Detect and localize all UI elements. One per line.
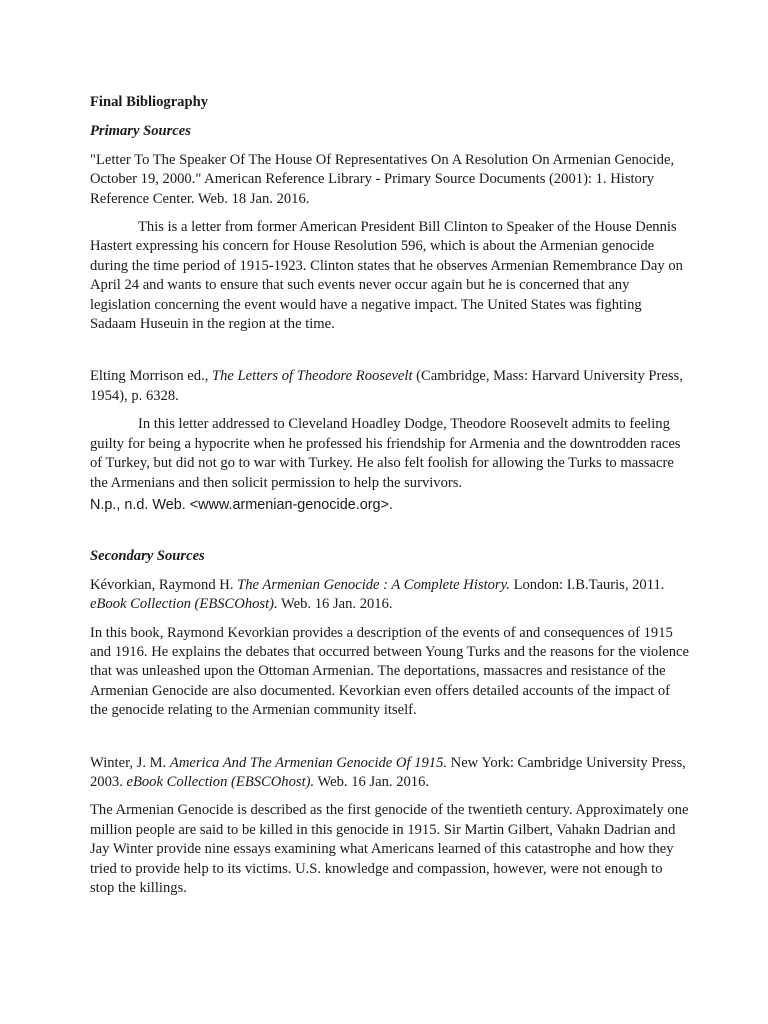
citation-title: The Armenian Genocide : A Complete History. [237,576,510,593]
citation-publisher: New York: Cambridge University Press, 2003. [90,754,686,790]
annotation-roosevelt-letters: In this letter addressed to Cleveland Hoadley Dodge, Theodore Roosevelt admits to feeling guilty for being a hypocrite when he professed his friendship for Armenia and the downtrodden races of Turkey, but did not go to war with Turkey. He also felt foolish for allowing the Turks to massacre the Armenians and then solicit permission to help the survivors. [90,416,681,491]
document-page [90,93,690,898]
citation-author: Winter, J. M. [90,754,170,771]
citation-access-date: Web. 16 Jan. 2016. [314,773,430,790]
web-source-note: N.p., n.d. Web. <www.armenian-genocide.org>. [90,496,393,513]
citation-winter [90,754,690,793]
citation-clinton-letter: "Letter To The Speaker Of The House Of Representatives On A Resolution On Armenian Genocide, October 19, 2000." American Reference Library - Primary Source Documents (2001): 1. History Reference Center. Web. 18 Jan. 2016. [90,151,675,207]
citation-title: America And The Armenian Genocide Of 1915. [169,754,448,771]
citation-publisher: London: I.B.Tauris, 2011. [509,576,665,593]
annotation-kevorkian: In this book, Raymond Kevorkian provides a description of the events of and consequences of 1915 and 1916. He explains the debates that occurred between Young Turks and the reasons for the violence that was unleashed upon the Ottoman Armenian. The deportations, massacres and resistance of the Armenian Genocide are also documented. Kevorkian even offers detailed accounts of the impact of the genocide relating to the Armenian community itself. [90,624,690,719]
citation-author: Kévorkian, Raymond H. [90,576,238,593]
citation-publisher: (Cambridge, Mass: Harvard University Press, 1954), p. 6328. [90,368,683,404]
primary-sources-heading: Primary Sources [90,123,191,140]
annotation-winter: The Armenian Genocide is described as the first genocide of the twentieth century. Approximately one million people are said to be killed in this genocide in 1915. Sir Martin Gilbert, Vahakn Dadrian and Jay Winter provide nine essays examining what Americans learned of this catastrophe and how they tried to provide help to its victims. U.S. knowledge and compassion, however, were not enough to stop the killings. [90,802,689,896]
secondary-sources-heading: Secondary Sources [90,548,205,565]
citation-roosevelt-letters [90,367,690,406]
citation-database: eBook Collection (EBSCOhost). [126,773,315,790]
citation-kevorkian [90,576,690,615]
annotation-clinton-letter: This is a letter from former American President Bill Clinton to Speaker of the House Dennis Hastert expressing his concern for House Resolution 596, which is about the Armenian genocide during the time period of 1915-1923. Clinton states that he observes Armenian Remembrance Day on April 24 and wants to ensure that such events never occur again but he is concerned that any legislation concerning the event would have a negative impact. The United States was fighting Sadaam Huseuin in the region at the time. [90,219,683,333]
document-title: Final Bibliography [90,94,208,110]
citation-title: The Letters of Theodore Roosevelt [212,368,413,385]
citation-database: eBook Collection (EBSCOhost). [90,596,278,613]
citation-author: Elting Morrison ed., [90,368,213,385]
citation-access-date: Web. 16 Jan. 2016. [277,596,393,613]
